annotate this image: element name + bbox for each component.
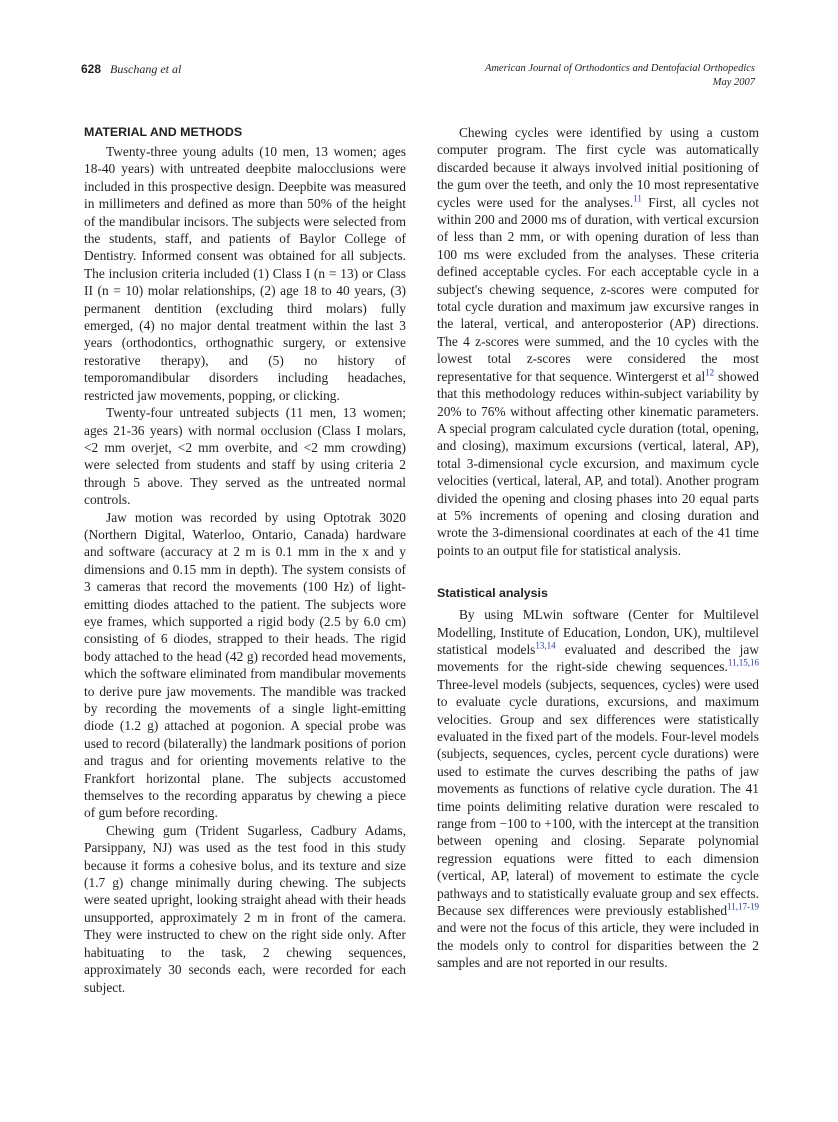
paragraph-statistical-analysis <box>437 606 759 972</box>
journal-title: American Journal of Orthodontics and Dentofacial Orthopedics <box>484 63 755 74</box>
text-segment: Chewing cycles were identified by using a custom computer program. The first cycle was automatically discarded because it always involved initial positioning of the gum over the teeth, and only the 10 most representative cycles were used for the analyses. <box>437 125 759 210</box>
paragraph-subjects-controls: Twenty-four untreated subjects (11 men, 13 women; ages 21-36 years) with normal occlusion (Class I molars, <2 mm overjet, <2 mm overbite, and <2 mm crowding) were selected from students and staff by using criteria 2 through 5 above. They served as the untreated normal controls. <box>84 405 406 508</box>
text-segment: First, all cycles not within 200 and 2000 ms of duration, with vertical excursion of less than 2 mm, or with opening duration of less than 100 ms were excluded from the analyses. These criteria defined acceptable cycles. For each acceptable cycle in a subject's chewing sequence, z-scores were computed for total cycle duration and maximum jaw excursive ranges in the lateral, vertical, and anteroposterior (AP) directions. The 4 z-scores were summed, and the 10 cycles with the lowest total z-scores were considered the most representative for that sequence. Wintergerst et al <box>437 194 759 384</box>
running-head <box>81 62 755 92</box>
text-segment: showed that this methodology reduces within-subject variability by 20% to 76% without affecting other kinematic parameters. A special program calculated cycle duration (total, opening, and closing), maximum excursions (vertical, lateral, AP), total 3-dimensional cycle excursion, and maximum cycle velocities (vertical, lateral, AP, and total). Another program divided the opening and closing phases into 20 equal parts at 5% increments of opening and closing duration and wrote the 3-dimensional coordinates at each of the 41 time points to an output file for statistical analysis. <box>437 368 759 558</box>
reference-link[interactable]: 11,15,16 <box>727 657 759 668</box>
subheading-statistical-analysis: Statistical analysis <box>437 586 548 601</box>
text-segment: By using MLwin software (Center for Multilevel Modelling, Institute of Education, London, UK), multilevel statistical models <box>437 607 759 657</box>
running-head-left <box>81 62 181 77</box>
paragraph-subjects-deepbite: Twenty-three young adults (10 men, 13 women; ages 18-40 years) with untreated deepbite malocclusions were included in this prospective design. Deepbite was measured in millimeters and defined as more than 50% of the height of the mandibular incisors. The subjects were selected from the students, staff, and patients of Baylor College of Dentistry. Informed consent was obtained for all subjects. The inclusion criteria included (1) Class I (n = 13) or Class II (n = 10) molar relationships, (2) age 18 to 40 years, (3) permanent dentition (excluding third molars) fully emerged, (4) no major dental treatment within the last 3 years (orthodontics, orthognathic surgery, or extensive restorative therapy), and (5) no history of temporomandibular disorders including headaches, restricted jaw movements, popping, or clicking. <box>84 144 406 403</box>
issue-date: May 2007 <box>712 76 755 88</box>
paragraph-chewing-gum: Chewing gum (Trident Sugarless, Cadbury Adams, Parsippany, NJ) was used as the test food in this study because it forms a cohesive bolus, and its texture and size (1.7 g) change minimally during chewing. The subjects were seated upright, looking straight ahead with their heads unsupported, approximately 2 m in front of the camera. They were instructed to chew on the right side only. After habituating to the task, 2 chewing sequences, approximately 30 seconds each, were recorded for each subject. <box>84 822 406 995</box>
spacer <box>437 559 759 585</box>
paragraph-jaw-motion-recording: Jaw motion was recorded by using Optotrak 3020 (Northern Digital, Waterloo, Ontario, Canada) hardware and software (accuracy at 2 m is 0.1 mm in the x and y dimensions and 0.15 mm in depth). The system consists of 3 cameras that record the movements (100 Hz) of light-emitting diodes attached to the patient. The subjects wore eye frames, which supported a rigid body (2.5 by 6.0 cm) consisting of 6 diodes, strapped to their heads. The rigid body attached to the head (42 g) recorded head movements, which the software eliminated from mandibular movements to derive pure jaw movements. The mandible was tracked by recording the movements of a single light-emitting diode (1.2 g) attached at pogonion. A special probe was used to record (bilaterally) the landmark positions of porion and tragus and for orienting movements relative to the Frankfort horizontal plane. The subjects accustomed themselves to the recording apparatus by chewing a piece of gum before recording. <box>84 509 406 821</box>
reference-link[interactable]: 11,17-19 <box>727 901 759 912</box>
paragraph-chewing-cycles <box>437 124 759 559</box>
reference-link[interactable]: 11 <box>633 193 642 204</box>
text-segment: Three-level models (subjects, sequences, cycles) were used to evaluate cycle durations, excursions, and maximum velocities. Group and sex differences were statistically evaluated in the fixed part of the models. Four-level models (subjects, sequences, cycles, percent cycle durations) were used to estimate the curves describing the paths of jaw movements as functions of relative cycle duration. The 41 time points delimiting relative duration were rescaled to range from −100 to +100, with the intercept at the transition between opening and closing. Separate polynomial regression equations were fitted to each dimension (vertical, AP, lateral) of movement to estimate the cycle pathways and to statistically evaluate group and sex effects. Because sex differences were previously established <box>437 676 759 919</box>
section-heading-methods: MATERIAL AND METHODS <box>84 125 243 139</box>
page-number: 628 <box>81 62 102 76</box>
left-column <box>84 124 406 996</box>
text-segment: evaluated and described the jaw movements for the right-side chewing sequences. <box>437 641 760 675</box>
right-column <box>437 124 759 972</box>
reference-link[interactable]: 13,14 <box>535 640 556 651</box>
text-segment: and were not the focus of this article, they were included in the models only to control for disparities between the 2 samples and are not reported in our results. <box>437 920 759 971</box>
reference-link[interactable]: 12 <box>705 367 715 378</box>
running-head-right <box>485 62 755 89</box>
running-head-authors: Buschang et al <box>110 62 182 76</box>
